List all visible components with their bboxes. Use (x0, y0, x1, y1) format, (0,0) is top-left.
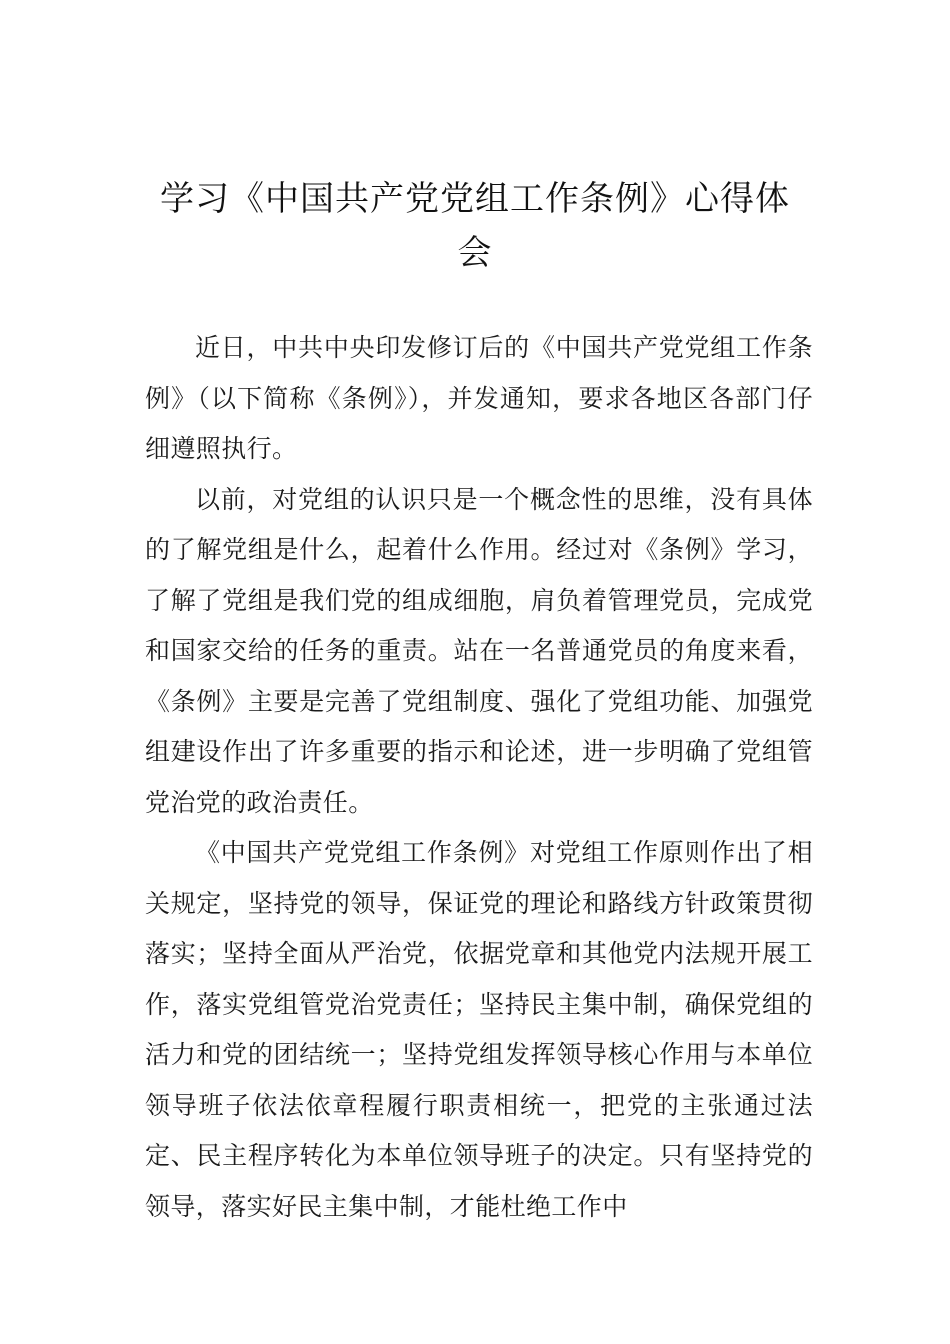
paragraph-1: 近日，中共中央印发修订后的《中国共产党党组工作条例》（以下简称《条例》），并发通知，要求各地区各部门仔细遵照执行。 (145, 333, 813, 463)
title-line-2: 会 (457, 233, 493, 273)
paragraph-3: 《中国共产党党组工作条例》对党组工作原则作出了相关规定，坚持党的领导，保证党的理论和路线方针政策贯彻落实；坚持全面从严治党，依据党章和其他党内法规开展工作，落实党组管党治党责任；坚持民主集中制，确保党组的活力和党的团结统一；坚持党组发挥领导核心作用与本单位领导班子依法依章程履行职责相统一，把党的主张通过法定、民主程序转化为本单位领导班子的决定。只有坚持党的领导，落实好民主集中制，才能杜绝工作中 (145, 838, 813, 1221)
document-title (140, 172, 810, 280)
title-line-1: 学习《中国共产党党组工作条例》心得体 (160, 179, 790, 219)
paragraph-2: 以前，对党组的认识只是一个概念性的思维，没有具体的了解党组是什么，起着什么作用。经过对《条例》学习，了解了党组是我们党的组成细胞，肩负着管理党员，完成党和国家交给的任务的重责。站在一名普通党员的角度来看，《条例》主要是完善了党组制度、强化了党组功能、加强党组建设作出了许多重要的指示和论述，进一步明确了党组管党治党的政治责任。 (145, 484, 813, 817)
document-body (145, 323, 813, 1232)
